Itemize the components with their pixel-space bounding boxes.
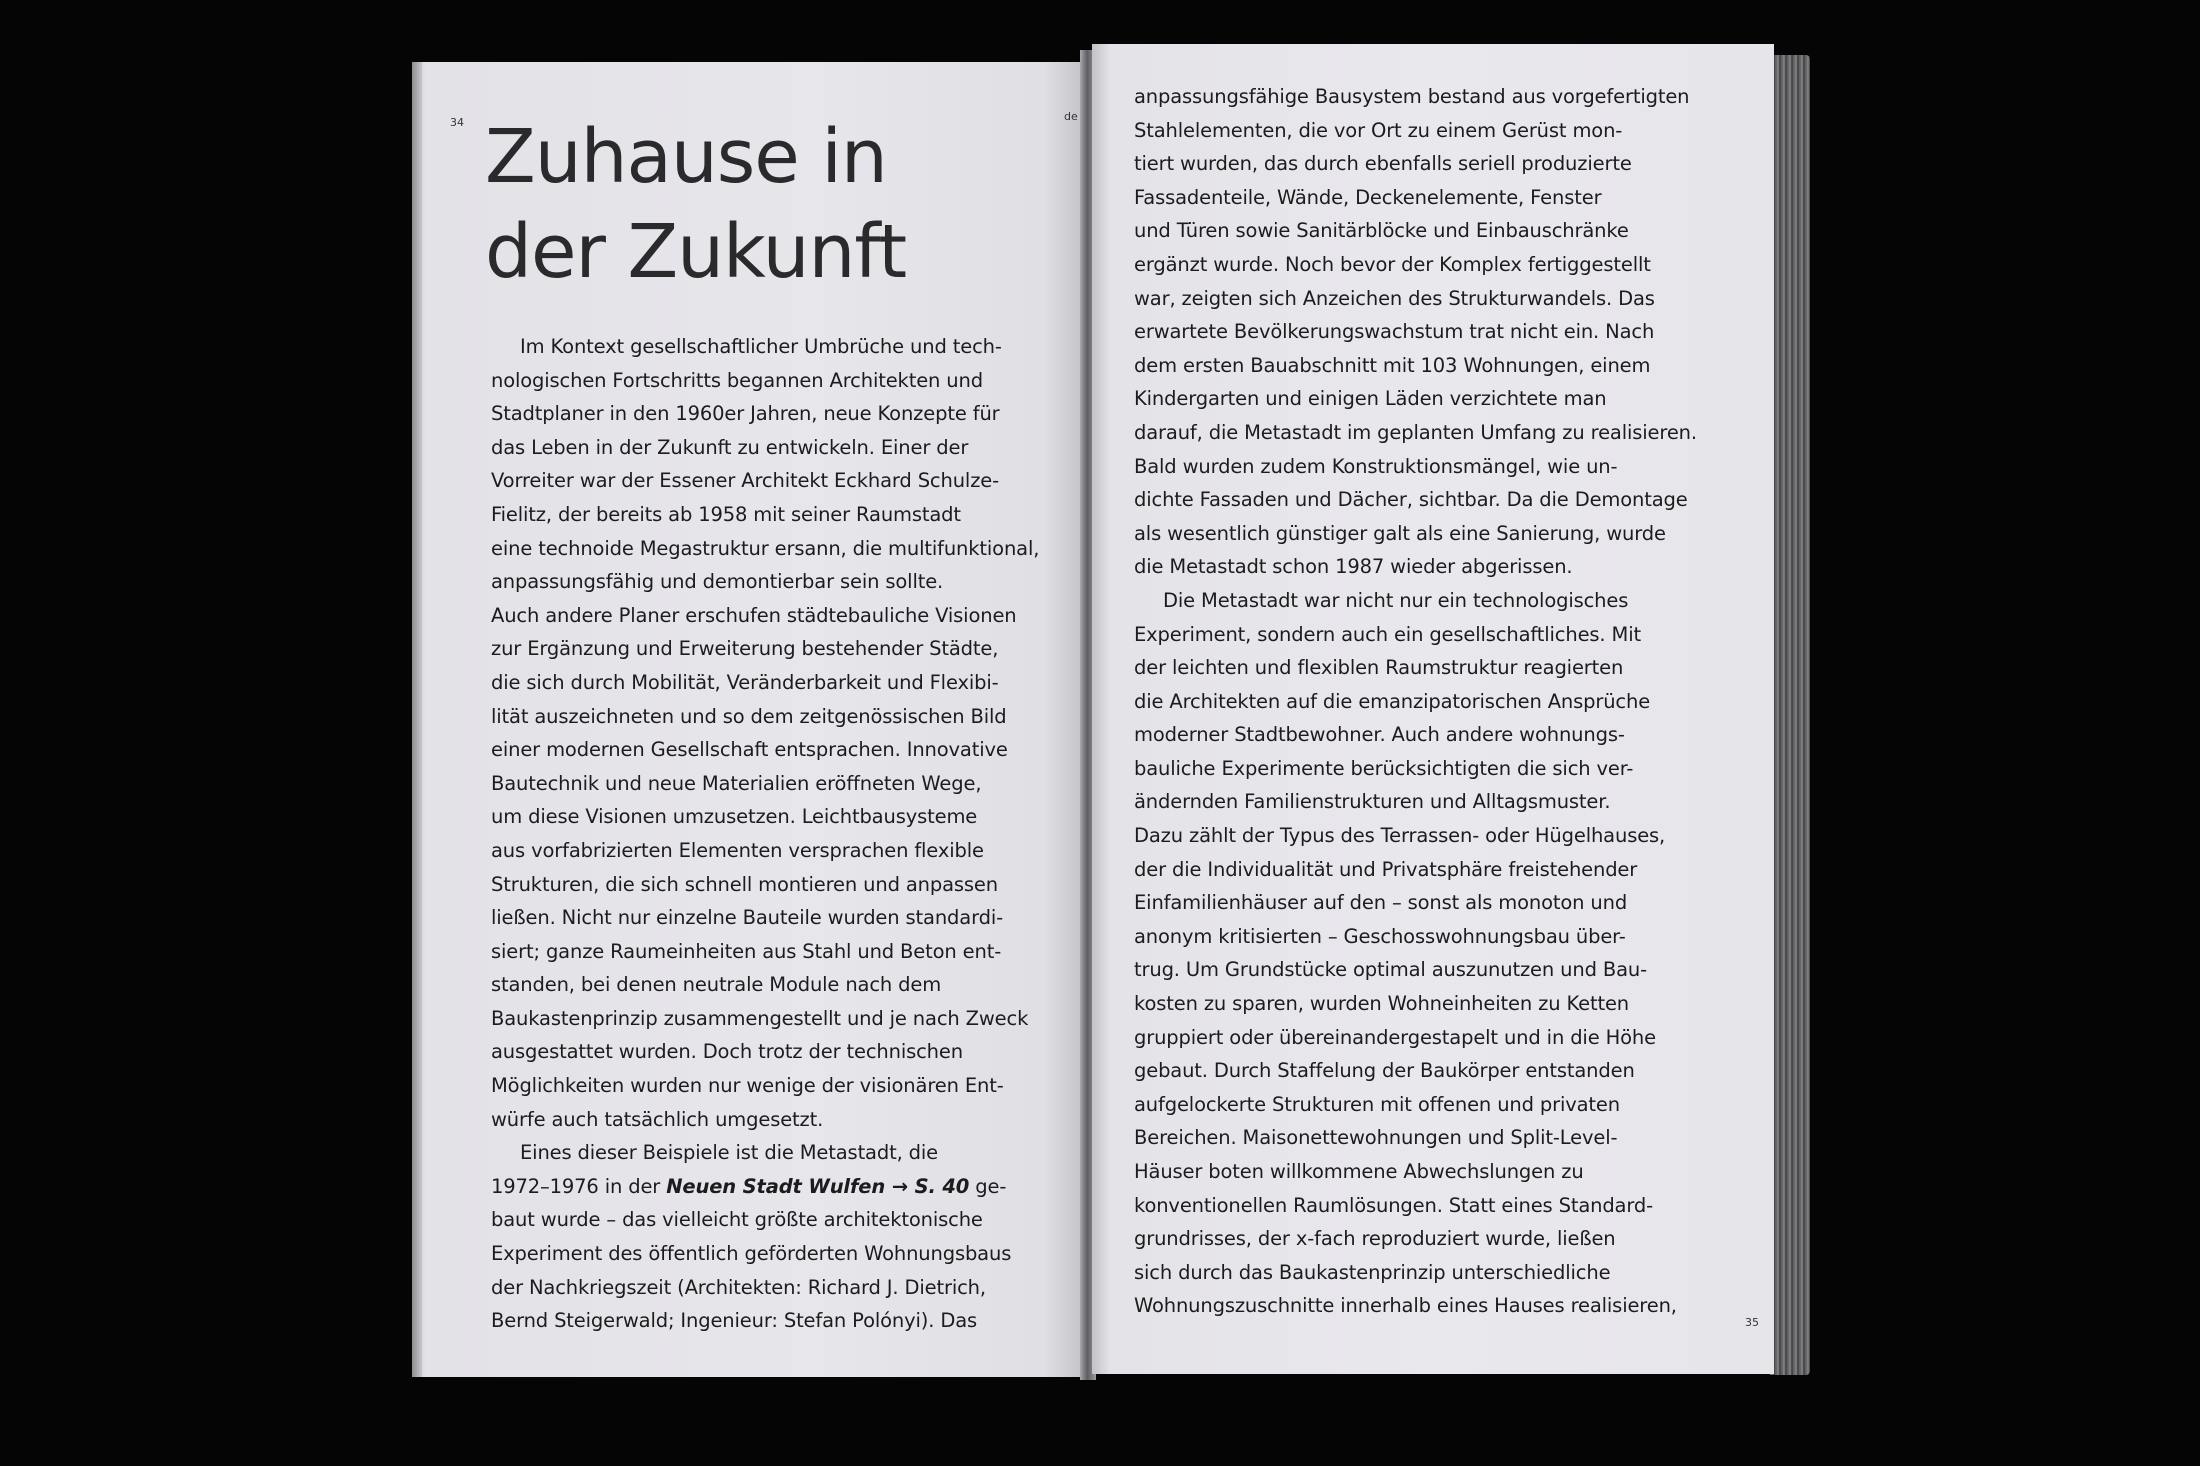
body-line: nologischen Fortschritts begannen Architekten und xyxy=(491,368,983,392)
right-body-text xyxy=(1134,80,1697,1323)
body-line: Bald wurden zudem Konstruktionsmängel, wie un- xyxy=(1134,454,1618,478)
body-line: ändernden Familienstrukturen und Alltagsmuster. xyxy=(1134,790,1611,814)
left-body-text xyxy=(491,330,1039,1338)
body-line: Stahlelementen, die vor Ort zu einem Gerüst mon- xyxy=(1134,118,1623,142)
body-line: Dazu zählt der Typus des Terrassen- oder Hügelhauses, xyxy=(1134,824,1666,848)
body-line: der die Individualität und Privatsphäre freistehender xyxy=(1134,857,1638,881)
page-title xyxy=(485,110,906,300)
body-line: trug. Um Grundstücke optimal auszunutzen und Bau- xyxy=(1134,958,1647,982)
body-line: Baukastenprinzip zusammengestellt und je nach Zweck xyxy=(491,1006,1029,1030)
body-line: Auch andere Planer erschufen städtebauliche Visionen xyxy=(491,603,1017,627)
right-page-number: 35 xyxy=(1745,1316,1759,1329)
body-line: bauliche Experimente berücksichtigten die sich ver- xyxy=(1134,756,1634,780)
body-line: anpassungsfähige Bausystem bestand aus vorgefertigten xyxy=(1134,85,1690,108)
body-line: erwartete Bevölkerungswachstum trat nicht ein. Nach xyxy=(1134,320,1655,344)
body-line: eine technoide Megastruktur ersann, die multifunktional, xyxy=(491,536,1040,560)
body-line: siert; ganze Raumeinheiten aus Stahl und Beton ent- xyxy=(491,939,1002,963)
body-line: die Architekten auf die emanzipatorischen Ansprüche xyxy=(1134,689,1651,713)
right-page xyxy=(1092,44,1774,1374)
body-line: aufgelockerte Strukturen mit offenen und privaten xyxy=(1134,1092,1620,1116)
body-line: tiert wurden, das durch ebenfalls seriell produzierte xyxy=(1134,152,1632,176)
body-line: und Türen sowie Sanitärblöcke und Einbauschränke xyxy=(1134,219,1629,243)
body-line: Experiment des öffentlich geförderten Wohnungsbaus xyxy=(491,1242,1012,1266)
body-line: sich durch das Baukastenprinzip unterschiedliche xyxy=(1134,1260,1611,1284)
body-line: der leichten und flexiblen Raumstruktur reagierten xyxy=(1134,656,1624,680)
body-line: dem ersten Bauabschnitt mit 103 Wohnungen, einem xyxy=(1134,353,1651,377)
body-line: um diese Visionen umzusetzen. Leichtbausysteme xyxy=(491,805,978,829)
body-line: grundrisses, der x-fach reproduziert wurde, ließen xyxy=(1134,1227,1616,1251)
body-line: anonym kritisierten – Geschosswohnungsbau über- xyxy=(1134,924,1626,948)
body-line: moderner Stadtbewohner. Auch andere wohnungs- xyxy=(1134,723,1625,747)
body-line: der Nachkriegszeit (Architekten: Richard J. Dietrich, xyxy=(491,1275,986,1299)
title-line-1: Zuhause in xyxy=(485,114,887,200)
body-line: Strukturen, die sich schnell montieren und anpassen xyxy=(491,872,998,896)
body-line: standen, bei denen neutrale Module nach dem xyxy=(491,973,942,997)
body-line: lität auszeichneten und so dem zeitgenössischen Bild xyxy=(491,704,1007,728)
body-line: Die Metastadt war nicht nur ein technologisches xyxy=(1163,588,1629,612)
body-line-text: 1972–1976 in der xyxy=(491,1174,667,1198)
body-line: war, zeigten sich Anzeichen des Strukturwandels. Das xyxy=(1134,286,1655,310)
body-line: darauf, die Metastadt im geplanten Umfang zu realisieren. xyxy=(1134,420,1697,444)
left-page xyxy=(412,62,1084,1377)
body-line: Fassadenteile, Wände, Deckenelemente, Fenster xyxy=(1134,185,1602,209)
body-line: Bautechnik und neue Materialien eröffneten Wege, xyxy=(491,771,982,795)
body-line: dichte Fassaden und Dächer, sichtbar. Da die Demontage xyxy=(1134,488,1688,512)
body-line: kosten zu sparen, wurden Wohneinheiten zu Ketten xyxy=(1134,992,1630,1016)
body-line: das Leben in der Zukunft zu entwickeln. Einer der xyxy=(491,435,969,459)
body-line: die Metastadt schon 1987 wieder abgerissen. xyxy=(1134,555,1573,579)
body-line: würfe auch tatsächlich umgesetzt. xyxy=(491,1107,824,1131)
body-line-text: ge- xyxy=(969,1174,1007,1198)
body-line: die sich durch Mobilität, Veränderbarkeit und Flexibi- xyxy=(491,670,999,694)
body-line: Wohnungszuschnitte innerhalb eines Hauses realisieren, xyxy=(1134,1294,1677,1318)
body-line: Bereichen. Maisonettewohnungen und Split-Level- xyxy=(1134,1126,1618,1150)
body-line: aus vorfabrizierten Elementen versprachen flexible xyxy=(491,838,984,862)
body-line: Häuser boten willkommene Abwechslungen zu xyxy=(1134,1160,1584,1183)
body-line: Eines dieser Beispiele ist die Metastadt, die xyxy=(520,1141,939,1165)
body-line: Kindergarten und einigen Läden verzichtete man xyxy=(1134,387,1607,411)
body-line: Einfamilienhäuser auf den – sonst als monoton und xyxy=(1134,891,1628,915)
cross-reference-link[interactable]: Neuen Stadt Wulfen → S. 40 xyxy=(666,1174,970,1198)
body-line: ergänzt wurde. Noch bevor der Komplex fertiggestellt xyxy=(1134,252,1651,276)
body-line: zur Ergänzung und Erweiterung bestehender Städte, xyxy=(491,637,999,661)
body-line: gebaut. Durch Staffelung der Baukörper entstanden xyxy=(1134,1059,1635,1083)
body-line: ausgestattet wurden. Doch trotz der technischen xyxy=(491,1040,963,1064)
body-line: Bernd Steigerwald; Ingenieur: Stefan Polónyi). Das xyxy=(491,1309,978,1333)
body-line: anpassungsfähig und demontierbar sein sollte. xyxy=(491,570,944,594)
body-line: konventionellen Raumlösungen. Statt eines Standard- xyxy=(1134,1193,1653,1217)
body-line: Fielitz, der bereits ab 1958 mit seiner Raumstadt xyxy=(491,502,961,526)
body-line: gruppiert oder übereinandergestapelt und in die Höhe xyxy=(1134,1025,1656,1049)
body-line: Im Kontext gesellschaftlicher Umbrüche und tech- xyxy=(520,335,1002,358)
body-line xyxy=(491,1170,1039,1204)
body-line: einer modernen Gesellschaft entsprachen. Innovative xyxy=(491,738,1008,762)
body-line: ließen. Nicht nur einzelne Bauteile wurden standardi- xyxy=(491,906,1003,930)
body-line: Vorreiter war der Essener Architekt Eckhard Schulze- xyxy=(491,469,1000,493)
left-page-number: 34 xyxy=(450,116,464,129)
language-tag: de xyxy=(1064,110,1078,123)
body-line: baut wurde – das vielleicht größte architektonische xyxy=(491,1208,983,1232)
title-line-2: der Zukunft xyxy=(485,209,907,295)
body-line: als wesentlich günstiger galt als eine Sanierung, wurde xyxy=(1134,521,1666,545)
body-line: Möglichkeiten wurden nur wenige der visionären Ent- xyxy=(491,1074,1004,1098)
page-stack-edge xyxy=(1770,55,1810,1375)
body-line: Experiment, sondern auch ein gesellschaftliches. Mit xyxy=(1134,622,1641,646)
body-line: Stadtplaner in den 1960er Jahren, neue Konzepte für xyxy=(491,402,1000,426)
